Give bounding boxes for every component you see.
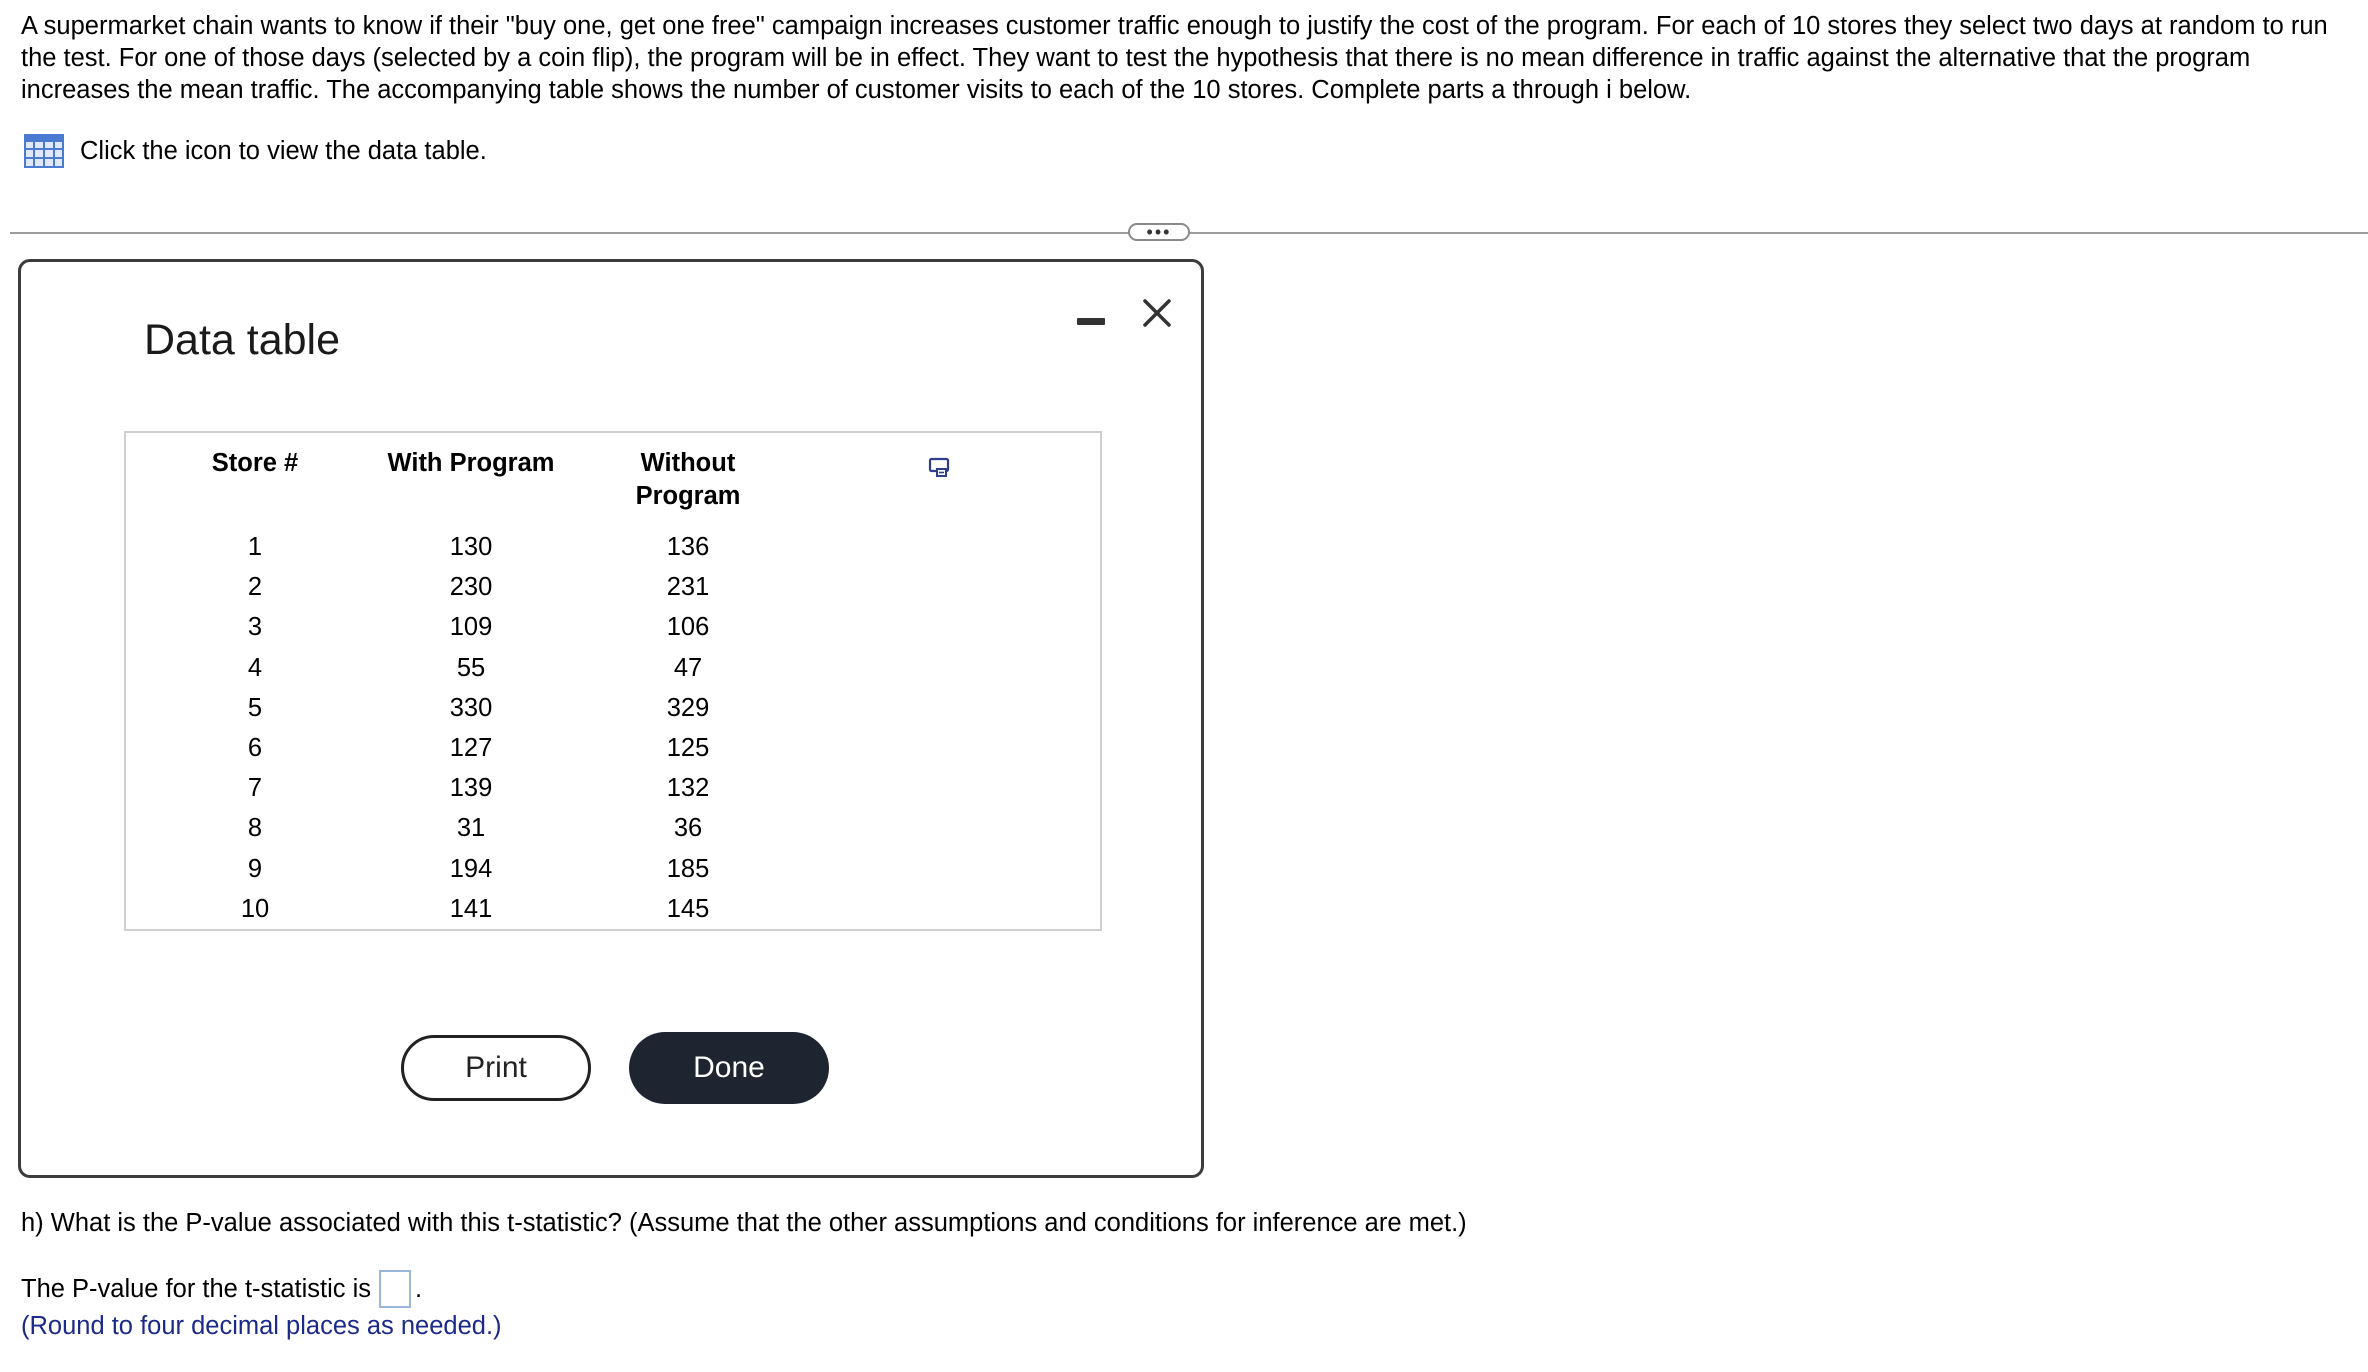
copy-icon[interactable] [928,455,952,479]
cell-with-program: 139 [449,774,493,803]
table-row [126,688,818,728]
cell-with-program: 194 [449,854,493,883]
p-value-input[interactable] [379,1270,411,1308]
cell-store: 10 [240,894,270,923]
table-row [126,607,818,647]
cell-without-program: 185 [666,854,710,883]
cell-without-program: 106 [666,613,710,642]
view-data-table-link[interactable] [24,134,487,168]
cell-with-program: 330 [449,693,493,722]
data-table-dialog [18,259,1204,1178]
cell-with-program: 141 [449,894,493,923]
column-header-with-program: With Program [387,449,555,477]
cell-store: 8 [247,814,263,843]
minimize-button[interactable] [1073,300,1109,336]
data-table-container [124,431,1102,931]
cell-without-program: 132 [666,774,710,803]
dialog-title: Data table [144,316,341,364]
cell-store: 4 [247,653,263,682]
table-row [126,768,818,808]
cell-without-program: 231 [666,573,710,602]
done-button[interactable]: Done [629,1032,829,1104]
table-row [126,567,818,607]
cell-store: 3 [247,613,263,642]
cell-store: 5 [247,693,263,722]
cell-without-program: 47 [673,653,703,682]
cell-store: 9 [247,854,263,883]
table-row [126,849,818,889]
close-icon[interactable] [1137,293,1177,333]
cell-with-program: 127 [449,734,493,763]
minimize-icon [1077,318,1105,325]
column-header-without-program [558,447,818,527]
answer-suffix: . [415,1274,423,1303]
cell-with-program: 130 [449,533,493,562]
cell-store: 2 [247,573,263,602]
more-options-button[interactable]: ••• [1128,223,1190,241]
header-without-line1: Without [640,449,736,477]
part-h-question: h) What is the P-value associated with this t-statistic? (Assume that the other assumptions and conditions for inference are met.) [21,1209,1467,1237]
cell-with-program: 31 [456,814,486,843]
print-button[interactable]: Print [401,1035,591,1101]
table-grid-icon[interactable] [24,134,64,168]
table-row [126,728,818,768]
cell-with-program: 109 [449,613,493,642]
cell-without-program: 145 [666,894,710,923]
answer-line [21,1270,422,1308]
table-row [126,889,818,929]
answer-prefix: The P-value for the t-statistic is [21,1274,372,1303]
view-data-table-label[interactable]: Click the icon to view the data table. [80,136,487,165]
cell-store: 1 [247,533,263,562]
cell-without-program: 136 [666,533,710,562]
cell-without-program: 36 [673,814,703,843]
column-header-store: Store # [211,449,299,477]
header-without-line2: Program [635,482,741,510]
table-row [126,808,818,848]
cell-with-program: 55 [456,653,486,682]
cell-without-program: 125 [666,734,710,763]
data-table [126,433,818,929]
table-row [126,648,818,688]
cell-without-program: 329 [666,693,710,722]
cell-store: 7 [247,774,263,803]
cell-store: 6 [247,734,263,763]
rounding-note: (Round to four decimal places as needed.) [21,1312,502,1340]
cell-with-program: 230 [449,573,493,602]
table-row [126,527,818,567]
problem-text: A supermarket chain wants to know if their "buy one, get one free" campaign increases customer traffic enough to justify the cost of the program. For each of 10 stores they select two days at random to run the test. For one of those days (selected by a coin flip), the program will be in effect. They want to test the hypothesis that there is no mean difference in traffic against the alternative that the program increases the mean traffic. The accompanying table shows the number of customer visits to each of the 10 stores. Complete parts a through i below. [21,12,2328,104]
